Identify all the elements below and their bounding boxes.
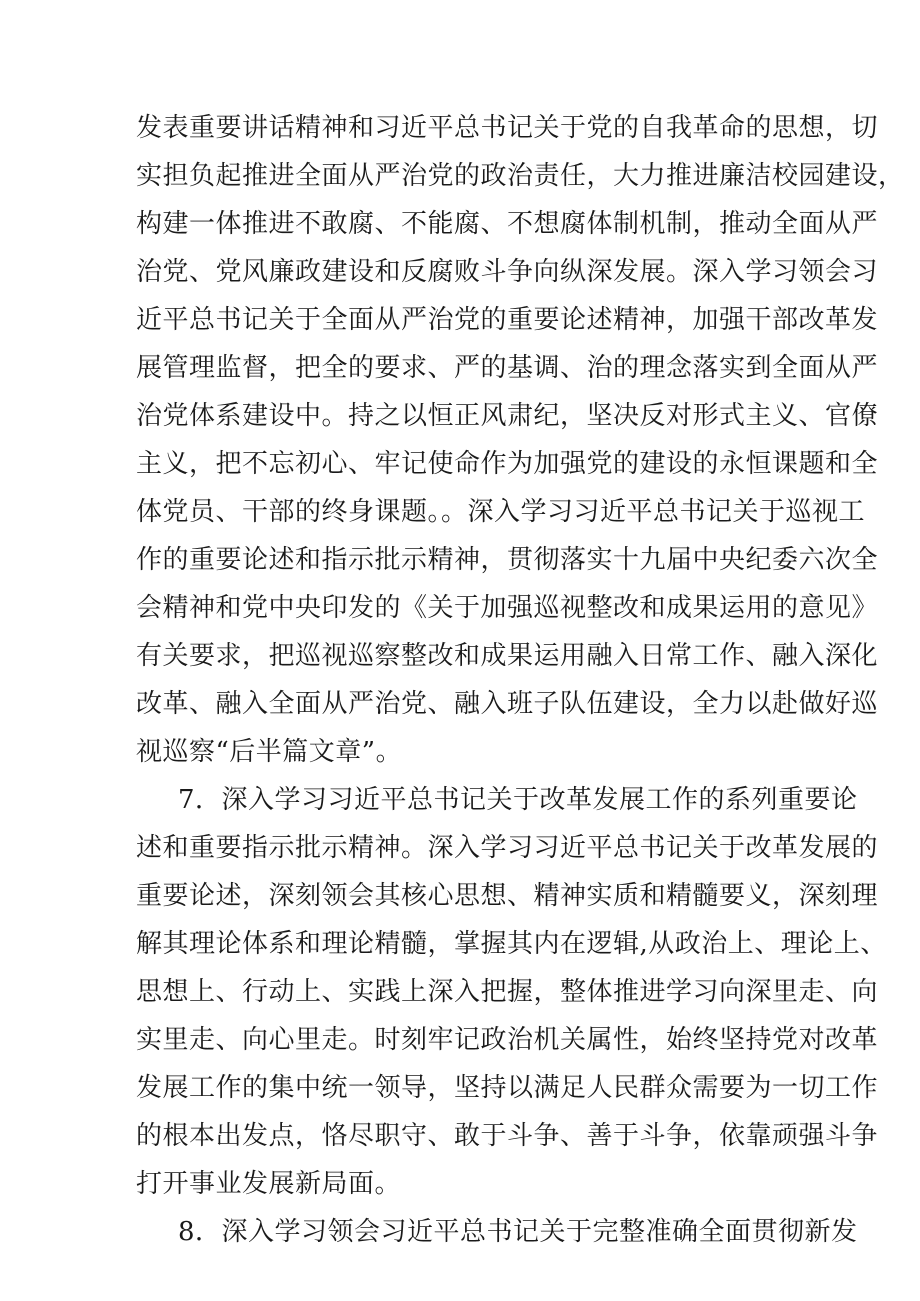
text-line: 治党体系建设中。持之以恒正风肃纪，坚决反对形式主义、官僚: [136, 401, 879, 431]
text-line: 实里走、向心里走。时刻牢记政治机关属性，始终坚持党对改革: [136, 1025, 879, 1055]
text-line: 解其理论体系和理论精髓，掌握其内在逻辑,从政治上、理论上、: [136, 929, 887, 959]
text-line: 展管理监督，把全的要求、严的基调、治的理念落实到全面从严: [136, 353, 879, 383]
text-line: 视巡察“后半篇文章”。: [136, 737, 403, 767]
text-line: 改革、融入全面从严治党、融入班子队伍建设，全力以赴做好巡: [136, 689, 879, 719]
text-line: 实担负起推进全面从严治党的政治责任，大力推进廉洁校园建设，: [136, 161, 905, 191]
text-line: 治党、党风廉政建设和反腐败斗争向纵深发展。深入学习领会习: [136, 257, 879, 287]
text-line: 有关要求，把巡视巡察整改和成果运用融入日常工作、融入深化: [136, 641, 879, 671]
text-line: 的根本出发点，恪尽职守、敢于斗争、善于斗争，依靠顽强斗争: [136, 1121, 879, 1151]
text-line: 体党员、干部的终身课题。。深入学习习近平总书记关于巡视工: [136, 497, 866, 527]
paragraph-heading-8: 8．深入学习领会习近平总书记关于完整准确全面贯彻新发: [178, 1217, 858, 1247]
text-line: 述和重要指示批示精神。深入学习习近平总书记关于改革发展的: [136, 833, 879, 863]
text-line: 打开事业发展新局面。: [136, 1169, 402, 1199]
text-line: 主义，把不忘初心、牢记使命作为加强党的建设的永恒课题和全: [136, 449, 879, 479]
text-line: 思想上、行动上、实践上深入把握，整体推进学习向深里走、向: [136, 977, 879, 1007]
text-line: 近平总书记关于全面从严治党的重要论述精神，加强干部改革发: [136, 305, 879, 335]
text-line: 会精神和党中央印发的《关于加强巡视整改和成果运用的意见》: [136, 593, 879, 623]
text-line: 发展工作的集中统一领导，坚持以满足人民群众需要为一切工作: [136, 1073, 879, 1103]
text-line: 作的重要论述和指示批示精神，贯彻落实十九届中央纪委六次全: [136, 545, 879, 575]
text-line: 重要论述，深刻领会其核心思想、精神实质和精髓要义，深刻理: [136, 881, 879, 911]
text-line: 构建一体推进不敢腐、不能腐、不想腐体制机制，推动全面从严: [136, 209, 879, 239]
text-line: 发表重要讲话精神和习近平总书记关于党的自我革命的思想，切: [136, 113, 879, 143]
paragraph-heading-7: 7．深入学习习近平总书记关于改革发展工作的系列重要论: [178, 785, 858, 815]
